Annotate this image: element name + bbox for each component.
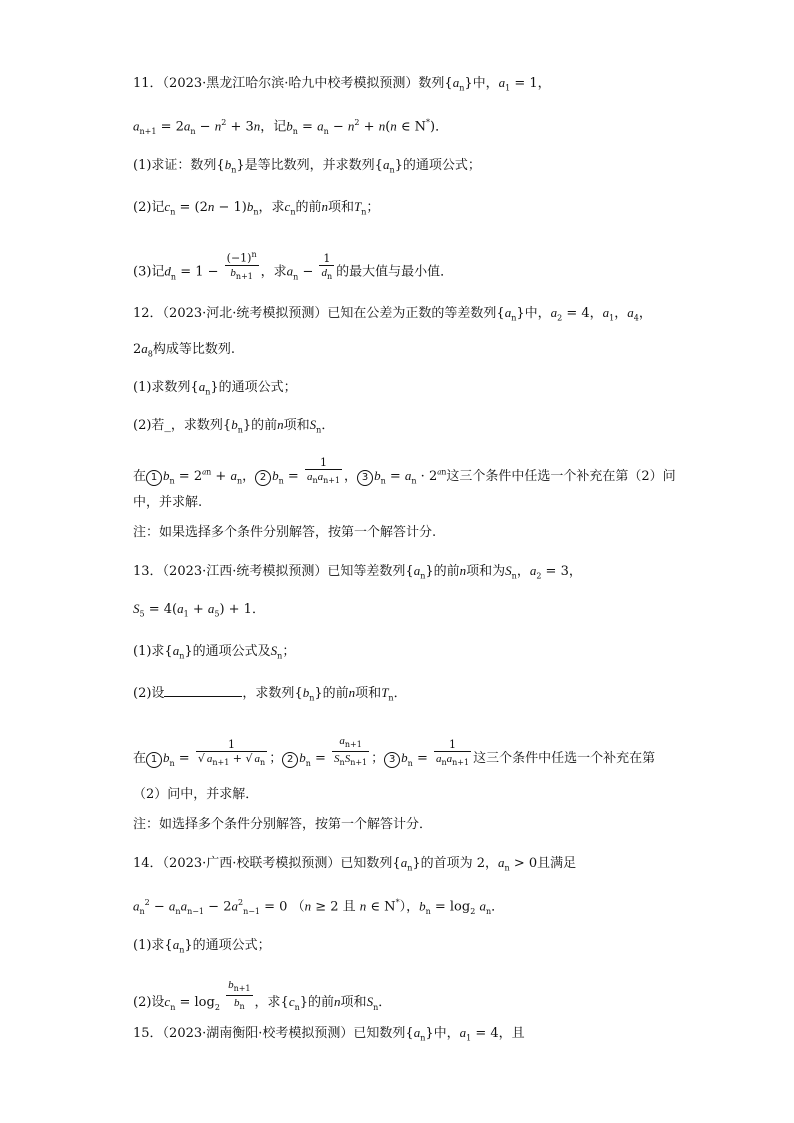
- q11-condition-line: $a_{n+1} = 2a_n - n^2 + 3n$，记$b_n = a_n - n^2 + n(n$ ∈ N*)．: [133, 118, 449, 136]
- q14-part2: (2)设$c_n = \log_2$ $\frac{b_{n+1}}{b_n}$ ，求$\{c_n\}$的前n项和$S_n$．: [133, 979, 392, 1012]
- q12-p2b: 的前: [251, 418, 278, 433]
- q13-fraction-3: $\frac{1}{a_na_{n+1}}$: [436, 738, 470, 768]
- q15-mid: 中，: [433, 1026, 460, 1041]
- q11-p2: (2)记: [133, 200, 165, 215]
- q12-line2-text: 构成等比数列.: [152, 342, 236, 357]
- q11-p2d: 项和: [327, 200, 354, 215]
- q11-part1: (1)求证：数列$\{b_n\}$是等比数列，并求数列$\{a_n\}$的通项公式；: [133, 157, 481, 175]
- q11-header-line: 11．（2023·黑龙江哈尔滨·哈九中校考模拟预测）数列$\{a_n\}$中，$a_1 = 1$，: [133, 75, 551, 93]
- q13-p2b: ，求数列: [242, 686, 295, 701]
- q14-header-line: 14．（2023·广西·校联考模拟预测）已知数列$\{a_n\}$的首项为 2，$a_n > 0$且满足: [133, 855, 577, 873]
- circle-3-icon: 3: [357, 470, 373, 486]
- q14-mid2: 且满足: [537, 856, 577, 871]
- q14-p2b: ，求: [254, 995, 281, 1011]
- q13-part1: (1)求$\{a_n\}$的通项公式及$S_n$；: [133, 643, 296, 661]
- q13-mid: 的前: [433, 564, 460, 579]
- q11-fraction: $\frac{(-1)^n}{b_{n+1}}$: [226, 250, 257, 281]
- q14-fraction: $\frac{b_{n+1}}{b_n}$: [228, 979, 251, 1012]
- circle-2-icon: 2: [282, 752, 298, 768]
- q14-part1: (1)求$\{a_n\}$的通项公式；: [133, 937, 271, 955]
- q13-part2: (2)设 ，求数列$\{b_n\}$的前n项和$T_n$．: [133, 685, 407, 703]
- q11-header: 11．（2023·黑龙江哈尔滨·哈九中校考模拟预测）数列: [133, 76, 445, 91]
- q13-p2: (2)设: [133, 686, 165, 701]
- q12-header-line: 12．（2023·河北·统考模拟预测）已知在公差为正数的等差数列$\{a_n\}$中，$a_2 = 4$，$a_1$，$a_4$，: [133, 305, 652, 323]
- q12-mid: 中，: [524, 306, 551, 321]
- q12-choose-line2: [133, 494, 674, 512]
- q14-condition: $a_n^2 - a_na_{n-1} - 2a^2_{n-1} = 0$ （n ≥ 2 且 n ∈ N*），$b_n = \log_2 a_n$．: [133, 898, 505, 916]
- q13-fraction-1: $\frac{1}{√ a_{n+1} + √ a_n}$: [197, 738, 266, 768]
- q12-fraction: $\frac{1}{a_na_{n+1}}$: [306, 456, 341, 486]
- q14-p2c: 的前: [308, 995, 335, 1011]
- q13-condition: $S_5 = 4(a_1 + a_5) + 1$．: [133, 601, 265, 619]
- q13-choose3: （2）问中，并求解．: [133, 787, 259, 802]
- q12-choose1: 在: [133, 469, 147, 484]
- q11-p2b: ，求: [258, 200, 285, 215]
- q14-cond: （: [291, 899, 305, 915]
- q11-p3b: ，求: [260, 264, 287, 280]
- q11-mid: 中，: [472, 76, 499, 91]
- q12-choose3: 中，并求解.: [133, 495, 203, 510]
- q15-header: 15．（2023·湖南衡阳·校考模拟预测）已知数列: [133, 1026, 406, 1041]
- circle-3-icon: 3: [384, 752, 400, 768]
- q12-p1b: 的通项公式；: [218, 380, 297, 395]
- q12-p2: (2)若_，求数列: [133, 418, 223, 433]
- q13-header-line: 13．（2023·江西·统考模拟预测）已知等差数列$\{a_n\}$的前n项和为$S_n$，$a_2 = 3$，: [133, 563, 582, 581]
- q12-note-text: 注：如果选择多个条件分别解答，按第一个解答计分.: [133, 525, 437, 540]
- q11-p3c: 的最大值与最小值．: [336, 264, 454, 280]
- q13-p1: (1)求: [133, 644, 165, 659]
- q14-cond2: ），: [399, 899, 420, 915]
- q14-header: 14．（2023·广西·校联考模拟预测）已知数列: [133, 856, 393, 871]
- q11-part3: (3)记$d_n = 1$ − $\frac{(-1)^n}{b_{n+1}}$ ，求$a_n$ − $\frac{1}{d_n}$ 的最大值与最小值．: [133, 250, 454, 282]
- q13-mid2: 项和为: [466, 564, 506, 579]
- circle-2-icon: 2: [255, 470, 271, 486]
- q14-p2d: 项和: [340, 995, 367, 1011]
- q11-p2c: 的前: [295, 200, 322, 215]
- q13-choose-line2: [133, 786, 674, 804]
- q14-p1: (1)求: [133, 938, 165, 953]
- q13-header: 13．（2023·江西·统考模拟预测）已知等差数列: [133, 564, 406, 579]
- q13-p1b: 的通项公式及: [192, 644, 271, 659]
- q12-choose2: 这三个条件中任选一个补充在第（2）问: [446, 469, 676, 484]
- q12-p1: (1)求数列: [133, 380, 191, 395]
- q14-p1b: 的通项公式；: [192, 938, 271, 953]
- q12-p2c: 项和: [283, 418, 310, 433]
- q13-note: [133, 816, 674, 834]
- q12-part1: (1)求数列$\{a_n\}$的通项公式；: [133, 379, 297, 397]
- q11-cond: ，记: [260, 119, 287, 135]
- q13-choose1: 在: [133, 751, 147, 767]
- q11-part2: (2)记$c_n = (2n - 1)b_n$，求$c_n$的前n项和$T_n$；: [133, 199, 380, 217]
- q12-choose-line: 在 1 $b_n = 2^{an} + a_n$， 2 $b_n$ = $\frac{1}{a_na_{n+1}}$ ， 3 $b_n = a_n \cdot 2^{an}$这三个条件中任选一个补充在第（2）问: [133, 456, 676, 486]
- q13-choose-line: 在 1 $b_n$ = $\frac{1}{√ a_{n+1} + √ a_n}$ ； 2 $b_n$ = $\frac{a_{n+1}}{S_nS_{n+1}}$ ； 3 $b_n$ = $\frac{1}{a_na_{n+1}}$ 这三个条件中任选一个补充在第: [133, 735, 656, 768]
- q12-header: 12．（2023·河北·统考模拟预测）已知在公差为正数的等差数列: [133, 306, 497, 321]
- q11-p3: (3)记: [133, 264, 165, 280]
- circle-1-icon: 1: [146, 752, 162, 768]
- circle-1-icon: 1: [146, 470, 162, 486]
- q13-p2c: 的前: [322, 686, 349, 701]
- q12-part2: (2)若_，求数列$\{b_n\}$的前n项和$S_n$．: [133, 417, 335, 435]
- q14-p2: (2)设: [133, 995, 165, 1011]
- q11-p1b: 是等比数列，并求数列: [244, 158, 375, 173]
- q13-choose2: 这三个条件中任选一个补充在第: [473, 751, 656, 767]
- q12-note: [133, 524, 674, 542]
- q11-p1: (1)求证：数列: [133, 158, 217, 173]
- q14-mid: 的首项为 2，: [420, 856, 499, 871]
- q12-line2: $2a_8$构成等比数列.: [133, 341, 236, 359]
- q15-end: ，且: [498, 1026, 525, 1041]
- q13-p2d: 项和: [355, 686, 382, 701]
- q13-fraction-2: $\frac{a_{n+1}}{S_nS_{n+1}}$: [334, 735, 368, 768]
- q13-note-text: 注：如选择多个条件分别解答，按第一个解答计分．: [133, 817, 433, 832]
- q11-p1c: 的通项公式；: [402, 158, 481, 173]
- q15-header-line: 15．（2023·湖南衡阳·校考模拟预测）已知数列$\{a_n\}$中，$a_1 = 4$，且: [133, 1025, 525, 1043]
- q11-fraction-2: $\frac{1}{d_n}$: [321, 251, 333, 281]
- q13-blank: [164, 684, 242, 697]
